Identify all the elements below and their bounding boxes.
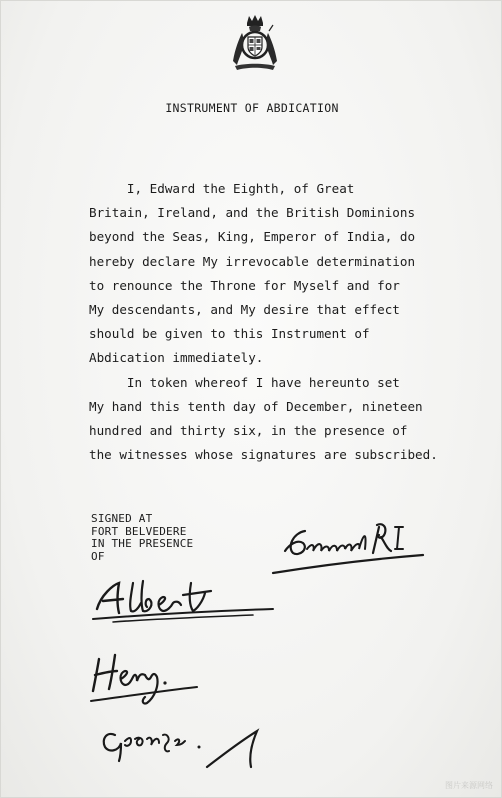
abdication-text xyxy=(89,177,479,467)
document-title: INSTRUMENT OF ABDICATION xyxy=(165,101,339,115)
text-line: hundred and thirty six, in the presence of xyxy=(89,423,408,439)
text-line: Britain, Ireland, and the British Dominions xyxy=(89,205,416,221)
text-line: In token whereof I have hereunto set xyxy=(89,374,400,390)
henry-signature xyxy=(81,645,211,709)
text-line: the witnesses whose signatures are subscribed. xyxy=(89,447,438,463)
signed-line: FORT BELVEDERE xyxy=(91,524,187,538)
signed-line: OF xyxy=(91,549,105,563)
king-signature xyxy=(263,509,433,581)
albert-signature xyxy=(83,575,283,627)
text-line: I, Edward the Eighth, of Great xyxy=(89,181,355,196)
royal-coat-of-arms-icon xyxy=(229,13,281,73)
text-line: should be given to this Instrument of xyxy=(89,326,370,342)
signed-line: SIGNED AT xyxy=(91,512,153,525)
text-line: My hand this tenth day of December, nineteen xyxy=(89,398,423,414)
signed-line: IN THE PRESENCE xyxy=(91,537,194,550)
text-line: hereby declare My irrevocable determination xyxy=(89,253,416,269)
text-line: beyond the Seas, King, Emperor of India, do xyxy=(89,229,416,245)
george-signature xyxy=(95,711,275,777)
text-line: to renounce the Throne for Myself and for xyxy=(89,277,400,293)
signed-at-block xyxy=(91,513,193,563)
text-line: Abdication immediately. xyxy=(89,350,264,366)
text-line: My descendants, and My desire that effect xyxy=(89,302,400,318)
image-source-watermark: 图片来源网络 xyxy=(445,781,493,790)
